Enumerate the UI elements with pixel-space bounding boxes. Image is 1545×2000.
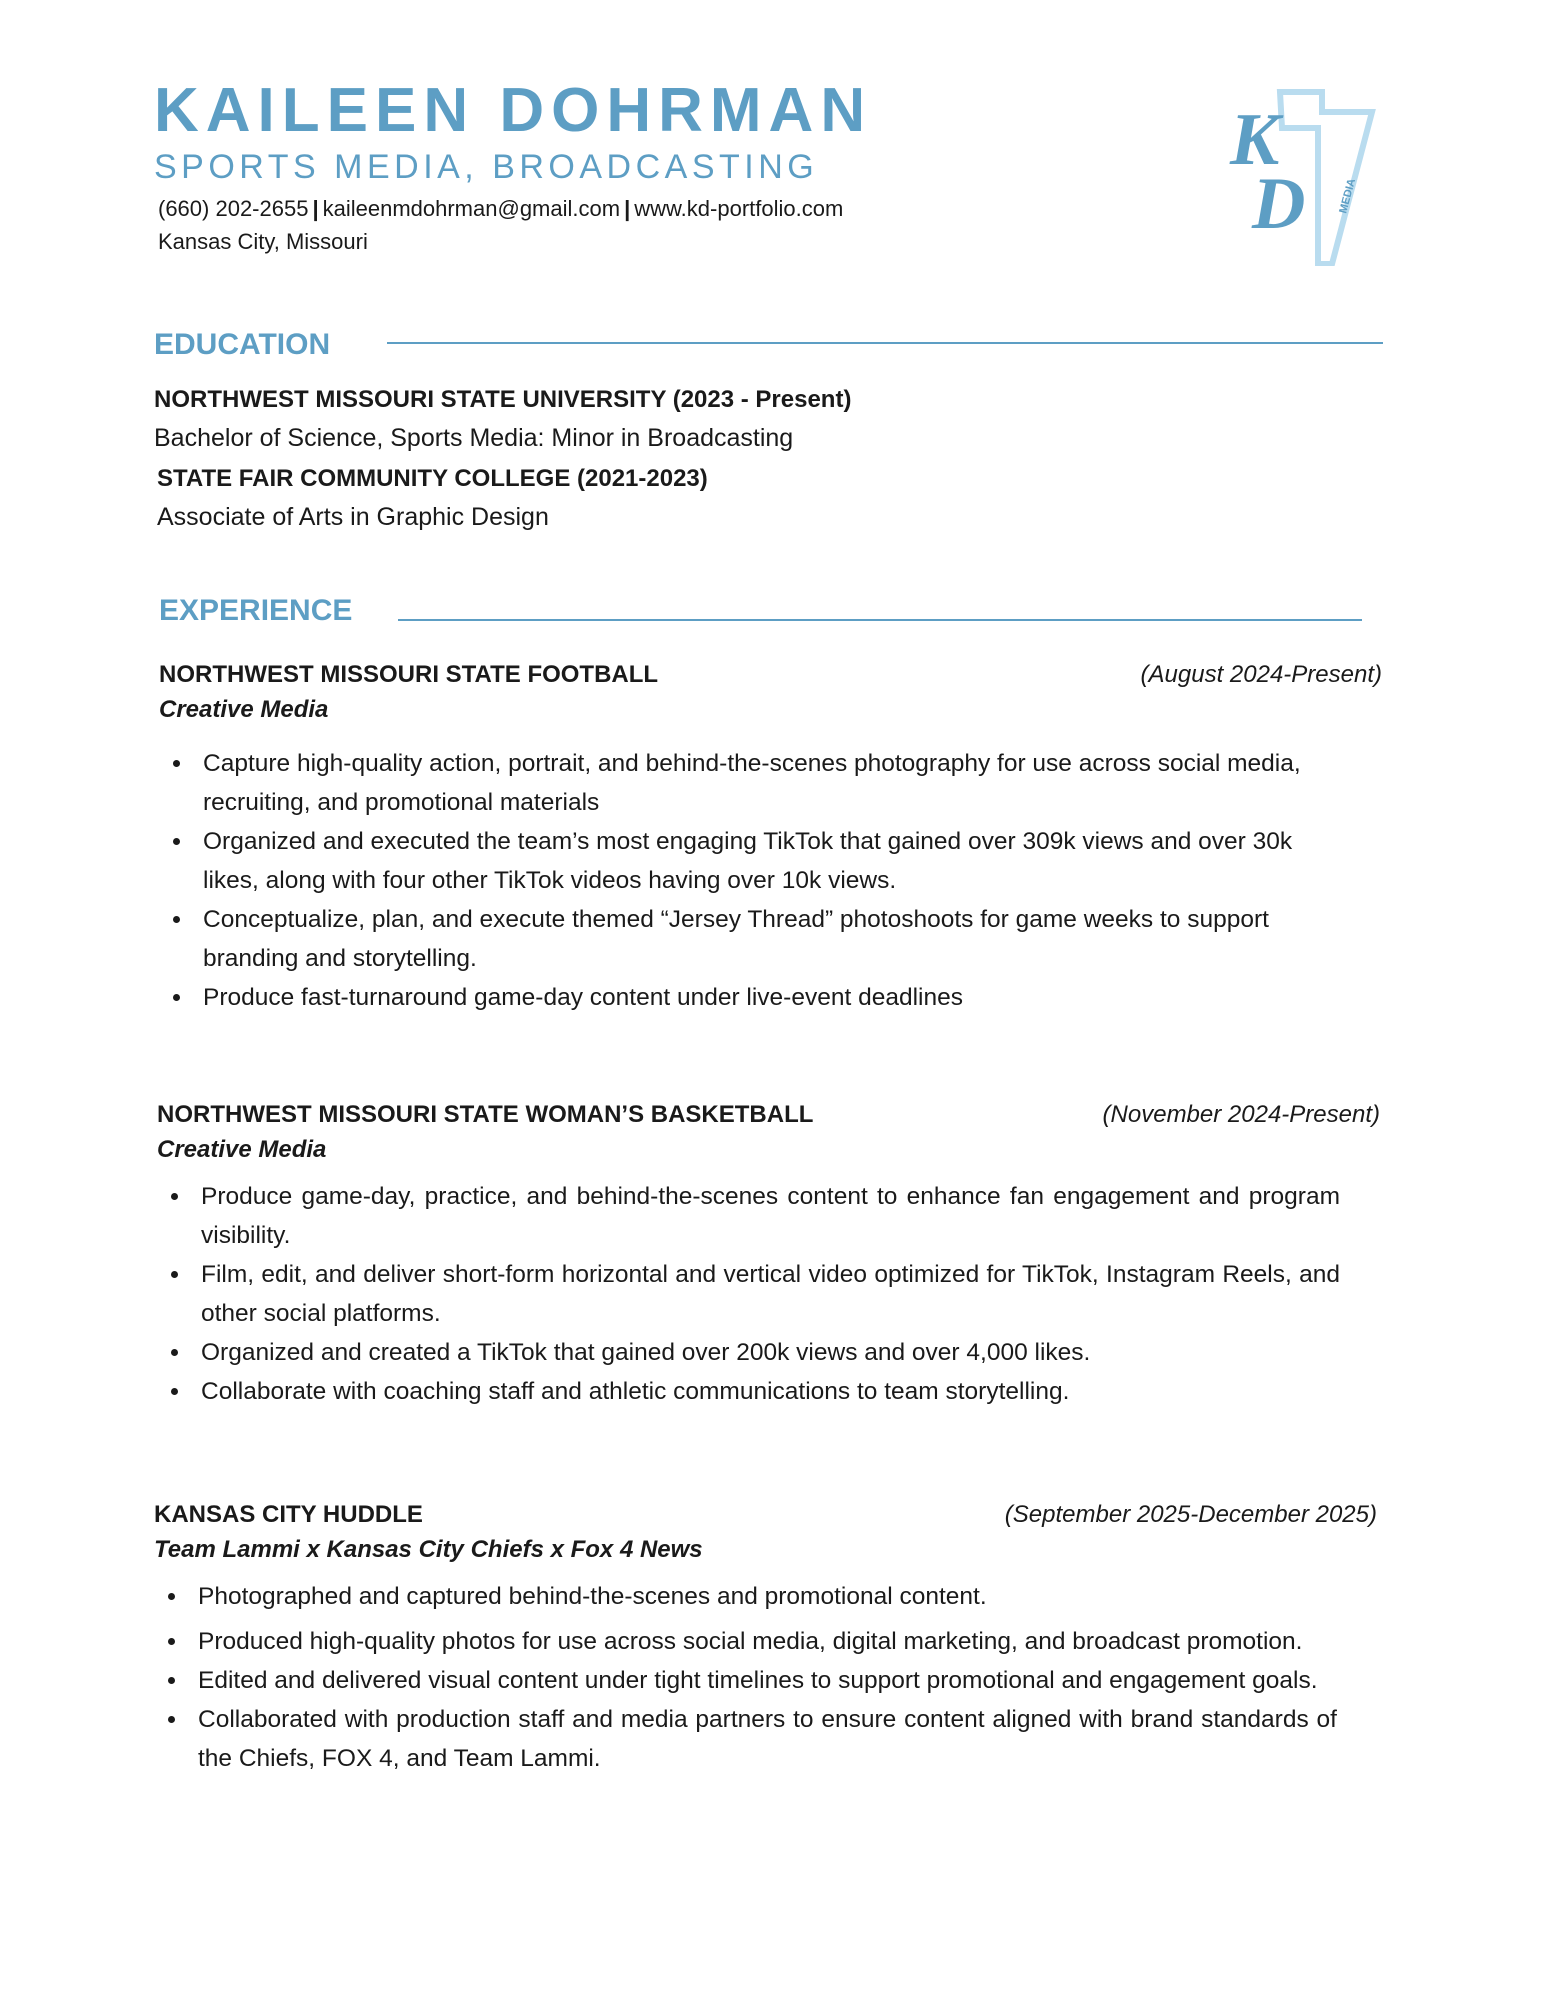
list-item: Organized and executed the team’s most engaging TikTok that gained over 309k views and over 30k likes, along with four other TikTok videos having over 10k views. xyxy=(203,822,1343,900)
phone: (660) 202-2655 xyxy=(158,196,309,221)
list-item: Capture high-quality action, portrait, and behind-the-scenes photography for use across social media, recruiting, and promotional materials xyxy=(203,744,1343,822)
list-item: Collaborated with production staff and media partners to ensure content aligned with brand standards of the Chiefs, FOX 4, and Team Lammi. xyxy=(198,1700,1337,1778)
job-role: Creative Media xyxy=(159,696,329,723)
education-degree: Associate of Arts in Graphic Design xyxy=(157,503,549,531)
job-role: Creative Media xyxy=(157,1136,327,1163)
job-bullets xyxy=(201,1177,1340,1411)
website-link[interactable]: www.kd-portfolio.com xyxy=(634,196,844,221)
separator: | xyxy=(312,196,319,221)
contact-line xyxy=(158,196,843,222)
education-divider xyxy=(387,342,1383,344)
job-dates: (September 2025-December 2025) xyxy=(1004,1501,1377,1528)
list-item: Edited and delivered visual content under tight timelines to support promotional and engagement goals. xyxy=(198,1661,1337,1700)
education-heading: EDUCATION xyxy=(154,328,331,361)
job-role: Team Lammi x Kansas City Chiefs x Fox 4 News xyxy=(154,1536,703,1563)
list-item: Conceptualize, plan, and execute themed “Jersey Thread” photoshoots for game weeks to support branding and storytelling. xyxy=(203,900,1343,978)
education-school: NORTHWEST MISSOURI STATE UNIVERSITY (2023 - Present) xyxy=(154,386,852,413)
logo-tag: MEDIA xyxy=(1337,177,1359,215)
list-item: Photographed and captured behind-the-scenes and promotional content. xyxy=(198,1577,1337,1616)
kd-media-logo xyxy=(1222,88,1382,266)
experience-heading: EXPERIENCE xyxy=(159,594,353,627)
location: Kansas City, Missouri xyxy=(158,229,368,254)
applicant-subtitle: SPORTS MEDIA, BROADCASTING xyxy=(154,148,819,186)
job-dates: (August 2024-Present) xyxy=(1140,661,1382,688)
list-item: Produce fast-turnaround game-day content under live-event deadlines xyxy=(203,978,1343,1017)
list-item: Collaborate with coaching staff and athletic communications to team storytelling. xyxy=(201,1372,1340,1411)
education-school: STATE FAIR COMMUNITY COLLEGE (2021-2023) xyxy=(157,465,708,492)
experience-divider xyxy=(398,619,1362,621)
job-bullets xyxy=(198,1577,1337,1778)
list-item: Organized and created a TikTok that gained over 200k views and over 4,000 likes. xyxy=(201,1333,1340,1372)
job-bullets xyxy=(203,744,1343,1017)
separator: | xyxy=(624,196,631,221)
list-item: Produce game-day, practice, and behind-the-scenes content to enhance fan engagement and program visibility. xyxy=(201,1177,1340,1255)
job-organization: KANSAS CITY HUDDLE xyxy=(154,1501,423,1528)
job-organization: NORTHWEST MISSOURI STATE FOOTBALL xyxy=(159,661,659,688)
list-item: Film, edit, and deliver short-form horizontal and vertical video optimized for TikTok, Instagram Reels, and other social platforms. xyxy=(201,1255,1340,1333)
logo-letter-k: K xyxy=(1230,99,1280,181)
job-organization: NORTHWEST MISSOURI STATE WOMAN’S BASKETBALL xyxy=(157,1101,814,1128)
email-link[interactable]: kaileenmdohrman@gmail.com xyxy=(322,196,621,221)
education-degree: Bachelor of Science, Sports Media: Minor in Broadcasting xyxy=(154,424,794,452)
kd-lightning-logo-icon xyxy=(1222,88,1382,266)
logo-letter-d: D xyxy=(1252,163,1306,245)
job-dates: (November 2024-Present) xyxy=(1102,1101,1380,1128)
list-item: Produced high-quality photos for use across social media, digital marketing, and broadcast promotion. xyxy=(198,1622,1337,1661)
applicant-name: KAILEEN DOHRMAN xyxy=(154,76,873,145)
